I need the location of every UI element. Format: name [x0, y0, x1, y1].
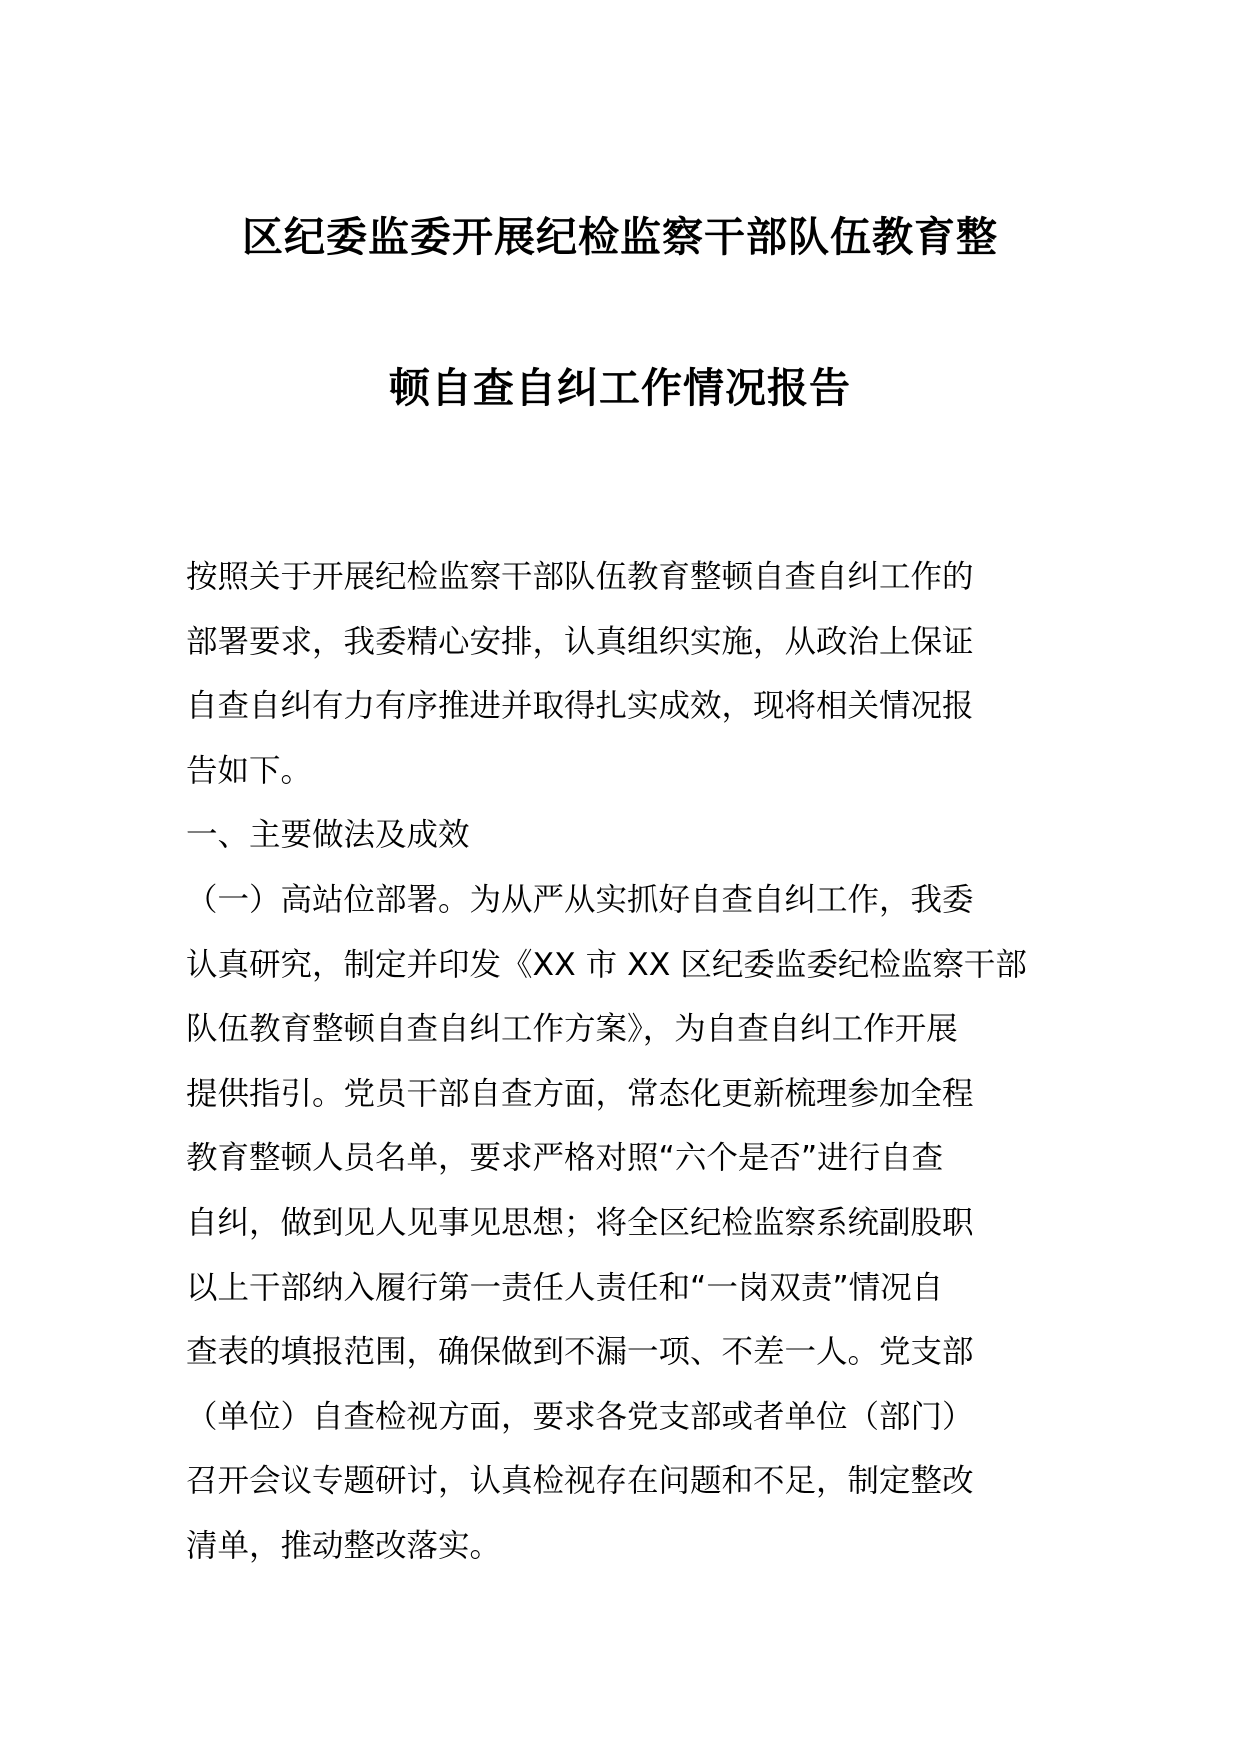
intro-paragraph-line: 部署要求，我委精心安排，认真组织实施，从政治上保证 — [186, 623, 974, 660]
intro-paragraph-line: 告如下。 — [186, 752, 313, 789]
subsection-paragraph-line: 清单，推动整改落实。 — [186, 1527, 502, 1564]
section-heading: 一、主要做法及成效 — [186, 817, 470, 854]
intro-paragraph-line: 自查自纠有力有序推进并取得扎实成效，现将相关情况报 — [186, 688, 974, 725]
subsection-paragraph-line: 查表的填报范围，确保做到不漏一项、不差一人。党支部 — [186, 1334, 974, 1371]
document-title-line-1: 区纪委监委开展纪检监察干部队伍教育整 — [242, 213, 998, 261]
document-body — [186, 545, 1056, 1579]
subsection-paragraph-line: 认真研究，制定并印发《XX 市 XX 区纪委监委纪检监察干部 — [186, 946, 1027, 983]
subsection-paragraph-line: （单位）自查检视方面，要求各党支部或者单位（部门） — [186, 1398, 974, 1435]
intro-paragraph-line: 按照关于开展纪检监察干部队伍教育整顿自查自纠工作的 — [186, 559, 974, 595]
subsection-paragraph-line: 提供指引。党员干部自查方面，常态化更新梳理参加全程 — [186, 1075, 974, 1112]
document-title-line-2: 顿自查自纠工作情况报告 — [389, 364, 851, 412]
subsection-paragraph-line: 教育整顿人员名单，要求严格对照“六个是否”进行自查 — [186, 1140, 944, 1177]
subsection-paragraph-line: 以上干部纳入履行第一责任人责任和“一岗双责”情况自 — [186, 1269, 944, 1306]
subsection-paragraph-line: 队伍教育整顿自查自纠工作方案》，为自查自纠工作开展 — [186, 1011, 958, 1048]
subsection-paragraph-line: 自纠，做到见人见事见思想；将全区纪检监察系统副股职 — [186, 1204, 974, 1241]
subsection-paragraph-line: （一）高站位部署。为从严从实抓好自查自纠工作，我委 — [186, 881, 974, 918]
subsection-paragraph-line: 召开会议专题研讨，认真检视存在问题和不足，制定整改 — [186, 1463, 974, 1500]
